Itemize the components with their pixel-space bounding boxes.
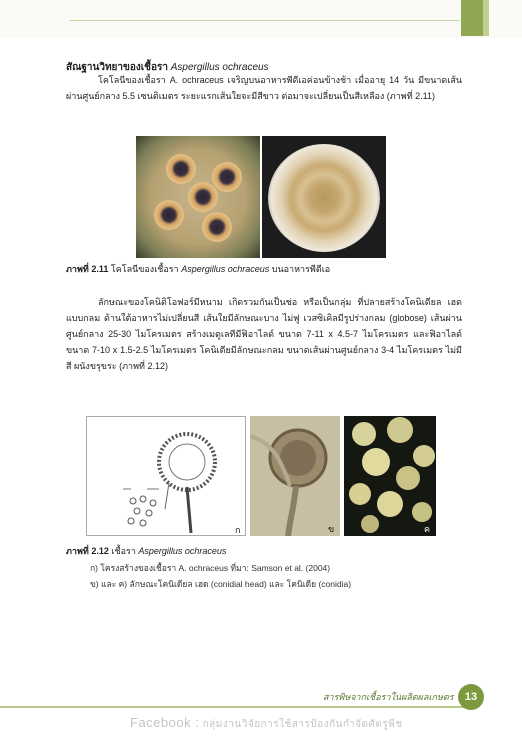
figure-number: ภาพที่ 2.12 (66, 546, 109, 556)
colony (188, 182, 218, 212)
structure-drawing (86, 416, 246, 536)
top-band (0, 0, 522, 38)
colony-single-plate-photo (262, 136, 386, 258)
section-heading-species: Aspergillus ochraceus (170, 62, 269, 73)
paragraph-morphology: ลักษณะของโคนิดิโอฟอร์มีหนาม เกิดรวมกันเป็นช่อ หรือเป็นกลุ่ม ที่ปลายสร้างโคนิเดียล เฮด แบบกลม ด้านใต้อาหารไม่เปลี่ยนสี เส้นใยมีลักษณะบาง ไม่ฟู เวสซิเคิลมีรูปร่างกลม (globose) เส้นผ่านศูนย์กลาง 25-30 ไมโครเมตร สร้างเมตูเลทีมีฟิอาไลด์ ขนาด 7-11 x 4.5-7 ไมโครเมตร และฟิอาไลด์ขนาด 7-10 x 1.5-2.5 ไมโครเมตร โคนิเดียมีลักษณะกลม ขนาดเส้นผ่านศูนย์กลาง 3-4 ไมโครเมตร ไม่มีสี ผนังขรุขระ (ภาพที่ 2.12) (66, 297, 462, 371)
caption-tail: บนอาหารพีดีเอ (271, 264, 331, 274)
footer-book-title: สารพิษจากเชื้อราในผลิตผลเกษตร (323, 692, 454, 702)
watermark-text: กลุ่มงานวิจัยการใช้สารป้องกันกำจัดศัตรูพืช (202, 719, 403, 730)
panel-label-a: ก (235, 525, 241, 535)
figure-subcaption-a: ก) โครงสร้างของเชื้อรา A. ochraceus ที่มา: Samson et al. (2004) (90, 563, 331, 573)
figure-subcaption-bc: ข) และ ค) ลักษณะโคนิเดียล เฮด (conidial head) และ โคนิเดีย (conidia) (90, 579, 352, 589)
caption-species: Aspergillus ochraceus (181, 264, 270, 274)
colony-plate-photo (136, 136, 260, 258)
caption-text: เชื้อรา (111, 546, 136, 556)
caption-species: Aspergillus ochraceus (138, 546, 227, 556)
paragraph-colony: โคโลนีของเชื้อรา A. ochraceus เจริญบนอาหารพีดีเอค่อนข้างช้า เมื่ออายุ 14 วัน มีขนาดเส้นผ่านศูนย์กลาง 5.5 เซนติเมตร ระยะแรกเส้นใยจะมีสีขาว ต่อมาจะเปลี่ยนเป็นสีเหลือง (ภาพที่ 2.11) (66, 75, 462, 101)
conidial-head-photo (250, 416, 340, 536)
colony (202, 212, 232, 242)
colony (166, 154, 196, 184)
header-rule (70, 20, 460, 21)
figure-caption-2-12 (66, 544, 226, 558)
header-accent-stripe (483, 0, 489, 36)
header-accent-block (461, 0, 483, 36)
watermark (130, 715, 403, 732)
conidia-photo (344, 416, 436, 536)
caption-text: โคโลนีของเชื้อรา (110, 264, 179, 274)
conidia-svg (344, 416, 436, 536)
structure-drawing-svg (87, 417, 246, 536)
page-number-badge: 13 (458, 684, 484, 710)
conidial-head-svg (250, 416, 340, 536)
panel-label-c: ค (424, 524, 431, 534)
colony (154, 200, 184, 230)
footer-rule (0, 706, 470, 708)
petri-dish (268, 144, 380, 252)
section-heading-text: สัณฐานวิทยาของเชื้อรา (66, 62, 168, 73)
colony (212, 162, 242, 192)
watermark-brand: Facebook : (130, 715, 200, 730)
figure-number: ภาพที่ 2.11 (66, 264, 109, 274)
figure-caption-2-11 (66, 262, 330, 276)
panel-label-b: ข (328, 524, 335, 534)
